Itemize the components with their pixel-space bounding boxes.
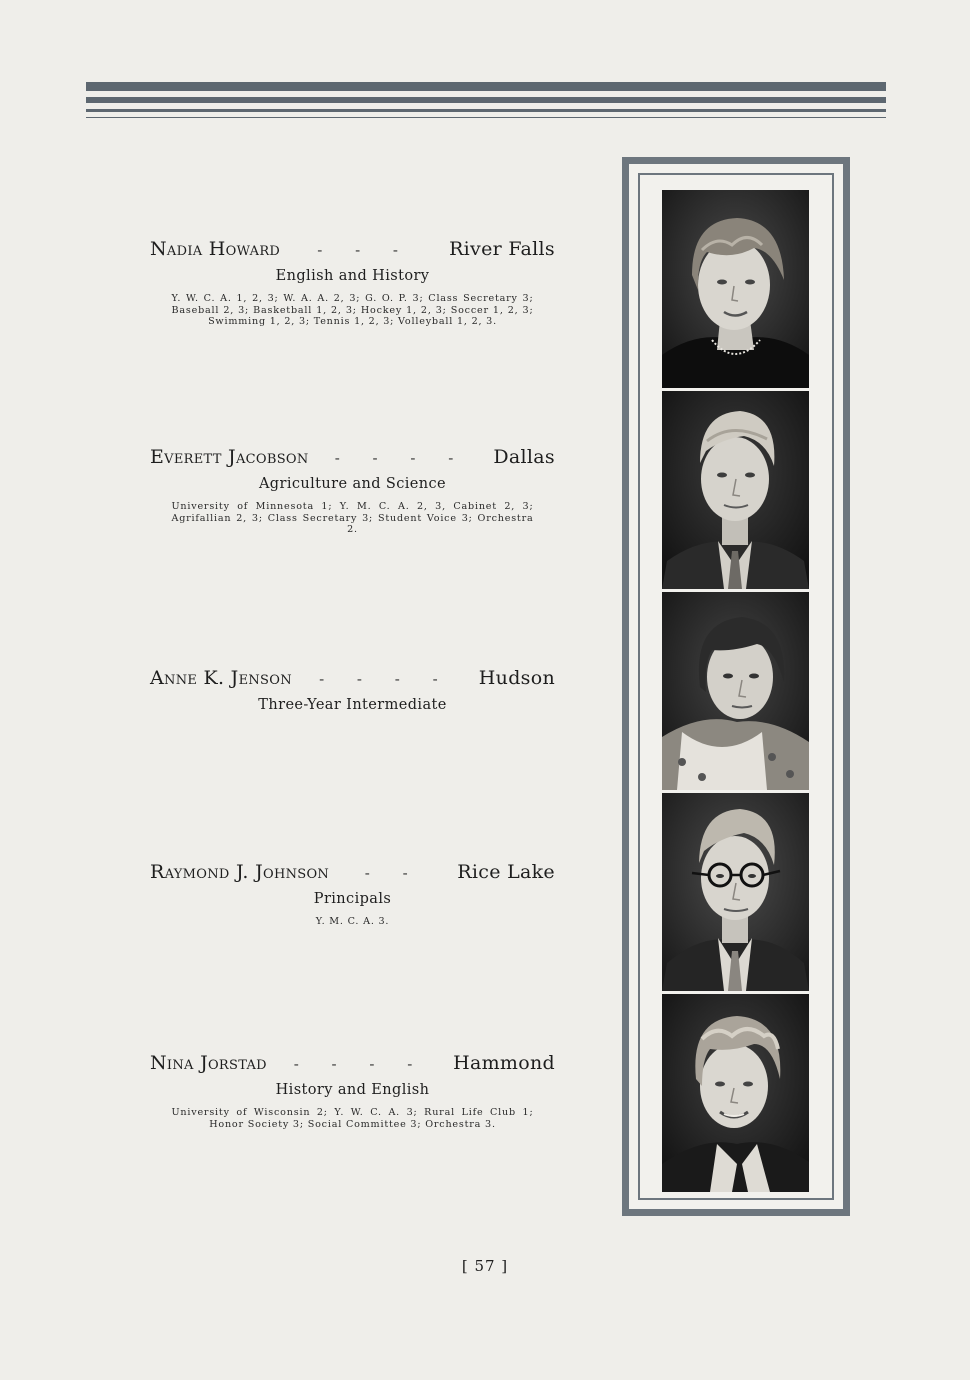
- name-line: [150, 861, 555, 883]
- hometown: River Falls: [449, 238, 555, 260]
- student-name: Nadia Howard: [150, 238, 281, 260]
- name-line: [150, 238, 555, 260]
- leader-dashes: - -: [364, 864, 422, 882]
- photo-frame: [622, 157, 850, 1216]
- hometown: Hammond: [453, 1052, 555, 1074]
- portrait-photo: [662, 592, 809, 790]
- activities-list: Y. W. C. A. 1, 2, 3; W. A. A. 2, 3; G. O. P. 3; Class Secretary 3; Baseball 2, 3; Basketball 1, 2, 3; Hockey 1, 2, 3; Soccer 1, 2, 3; Swimming 1, 2, 3; Tennis 1, 2, 3; Volleyball 1, 2, 3.: [171, 293, 534, 327]
- portrait-woman-icon: [662, 190, 809, 388]
- student-name: Everett Jacobson: [150, 446, 309, 468]
- leader-dashes: - - - -: [334, 449, 468, 467]
- student-name: Anne K. Jenson: [150, 667, 292, 689]
- course-of-study: History and English: [275, 1082, 430, 1098]
- course-of-study: Three-Year Intermediate: [258, 697, 447, 713]
- student-entry: [150, 667, 555, 713]
- page-number: [ 57 ]: [461, 1257, 509, 1275]
- name-line: [150, 667, 555, 689]
- name-line: [150, 1052, 555, 1074]
- activities-list: University of Wisconsin 2; Y. W. C. A. 3; Rural Life Club 1; Honor Society 3; Social Committee 3; Orchestra 3.: [171, 1107, 534, 1130]
- course-of-study: Agriculture and Science: [258, 476, 447, 492]
- activities-list: Y. M. C. A. 3.: [315, 916, 390, 927]
- course-of-study: Principals: [313, 891, 392, 907]
- name-line: [150, 446, 555, 468]
- header-rule: [86, 82, 886, 91]
- student-entry: [150, 1052, 555, 1130]
- portrait-photo: [662, 793, 809, 991]
- portrait-man-glasses-icon: [662, 793, 809, 991]
- student-name: Nina Jorstad: [150, 1052, 267, 1074]
- student-entry: [150, 861, 555, 928]
- leader-dashes: - - -: [317, 241, 412, 259]
- hometown: Hudson: [478, 667, 555, 689]
- header-rule: [86, 109, 886, 112]
- portrait-column: [662, 190, 809, 1195]
- leader-dashes: - - - -: [319, 670, 452, 688]
- activities-list: University of Minnesota 1; Y. M. C. A. 2, 3, Cabinet 2, 3; Agrifallian 2, 3; Class Secretary 3; Student Voice 3; Orchestra 2.: [171, 501, 534, 535]
- hometown: Rice Lake: [457, 861, 555, 883]
- student-name: Raymond J. Johnson: [150, 861, 330, 883]
- portrait-photo: [662, 190, 809, 388]
- header-rules: [86, 82, 886, 122]
- student-entry: [150, 446, 555, 536]
- course-of-study: English and History: [275, 268, 430, 284]
- portrait-man-icon: [662, 391, 809, 589]
- portrait-woman-icon: [662, 592, 809, 790]
- header-rule: [86, 97, 886, 103]
- header-rule: [86, 117, 886, 118]
- hometown: Dallas: [493, 446, 555, 468]
- portrait-photo: [662, 994, 809, 1192]
- student-entry: [150, 238, 555, 328]
- leader-dashes: - - - -: [293, 1055, 427, 1073]
- portrait-woman-icon: [662, 994, 809, 1192]
- portrait-photo: [662, 391, 809, 589]
